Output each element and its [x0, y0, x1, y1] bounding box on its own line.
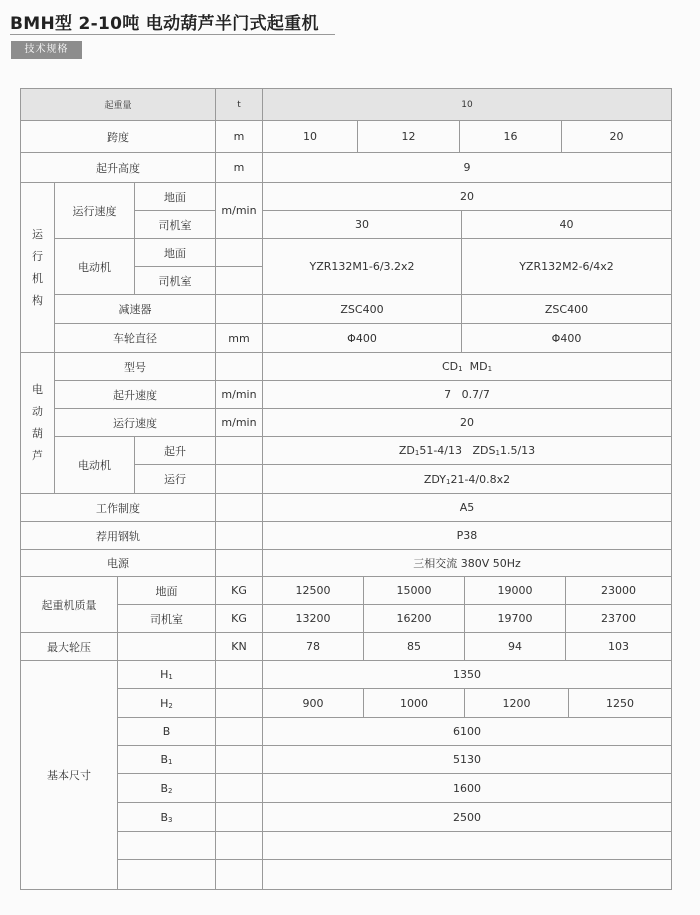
wheel-load-unit: KN — [216, 633, 263, 661]
dim-b2-value: 1600 — [263, 774, 671, 803]
mass-ground-value: 19000 — [465, 577, 566, 605]
hoist-group: 电 动 葫 芦 — [21, 353, 55, 494]
dim-unit-cell — [216, 803, 263, 832]
hoist-lift-speed-value: 7 0.7/7 — [263, 381, 671, 409]
run-speed-ground-value: 20 — [263, 183, 671, 211]
dim-b3-label: $B_3$ — [118, 803, 216, 832]
dim-h1-label: $H_1$ — [118, 661, 216, 689]
rail-value: P38 — [263, 522, 671, 550]
dim-h2-value: 900 — [263, 689, 364, 718]
dim-h2-value: 1200 — [465, 689, 569, 718]
dim-b1-value: 5130 — [263, 746, 671, 774]
wheel-load-value: 103 — [566, 633, 671, 661]
lift-height-unit: m — [216, 153, 263, 183]
dim-blank-value — [263, 860, 671, 889]
reducer-value: ZSC400 — [263, 295, 462, 324]
motor-label: 电动机 — [55, 239, 135, 295]
duty-value: A5 — [263, 494, 671, 522]
run-speed-ground-label: 地面 — [135, 183, 216, 211]
wheel-load-value: 78 — [263, 633, 364, 661]
capacity-value: 10 — [263, 89, 671, 121]
lift-height-value: 9 — [263, 153, 671, 183]
hoist-motor-run-label: 运行 — [135, 465, 216, 494]
wheel-diameter-unit: mm — [216, 324, 263, 353]
duty-label: 工作制度 — [21, 494, 216, 522]
motor-unit-cell — [216, 267, 263, 295]
dim-h2-label: $H_2$ — [118, 689, 216, 718]
dim-unit-cell — [216, 860, 263, 889]
mass-ground-value: 15000 — [364, 577, 465, 605]
hoist-run-speed-unit: m/min — [216, 409, 263, 437]
capacity-label: 起重量 — [21, 89, 216, 121]
motor-value: YZR132M1-6/3.2x2 — [263, 239, 462, 295]
dim-h2-value: 1000 — [364, 689, 465, 718]
hoist-model-label: 型号 — [55, 353, 216, 381]
wheel-diameter-label: 车轮直径 — [55, 324, 216, 353]
dim-unit-cell — [216, 689, 263, 718]
mass-cab-value: 16200 — [364, 605, 465, 633]
span-label: 跨度 — [21, 121, 216, 153]
mass-cab-label: 司机室 — [118, 605, 216, 633]
dim-unit-cell — [216, 774, 263, 803]
hoist-motor-unit-cell — [216, 437, 263, 465]
dim-b3-value: 2500 — [263, 803, 671, 832]
wheel-load-blank-cell — [118, 633, 216, 661]
span-value: 20 — [562, 121, 671, 153]
dim-b2-label: $B_2$ — [118, 774, 216, 803]
wheel-diameter-value: Φ400 — [462, 324, 671, 353]
dim-h2-value: 1250 — [569, 689, 671, 718]
motor-value: YZR132M2-6/4x2 — [462, 239, 671, 295]
dim-b1-label: $B_1$ — [118, 746, 216, 774]
hoist-motor-lift-label: 起升 — [135, 437, 216, 465]
dim-unit-cell — [216, 718, 263, 746]
run-speed-unit: m/min — [216, 183, 263, 239]
dim-blank-label — [118, 832, 216, 860]
motor-ground-label: 地面 — [135, 239, 216, 267]
power-unit-cell — [216, 550, 263, 577]
mass-cab-value: 23700 — [566, 605, 671, 633]
wheel-diameter-value: Φ400 — [263, 324, 462, 353]
hoist-run-speed-value: 20 — [263, 409, 671, 437]
power-label: 电源 — [21, 550, 216, 577]
wheel-load-value: 85 — [364, 633, 465, 661]
hoist-lift-speed-unit: m/min — [216, 381, 263, 409]
reducer-value: ZSC400 — [462, 295, 671, 324]
rail-unit-cell — [216, 522, 263, 550]
reducer-label: 减速器 — [55, 295, 216, 324]
run-speed-cab-label: 司机室 — [135, 211, 216, 239]
span-value: 16 — [460, 121, 562, 153]
dim-h1-value: 1350 — [263, 661, 671, 689]
dim-b-value: 6100 — [263, 718, 671, 746]
duty-unit-cell — [216, 494, 263, 522]
title-divider — [10, 34, 335, 35]
hoist-model-unit-cell — [216, 353, 263, 381]
span-unit: m — [216, 121, 263, 153]
dim-unit-cell — [216, 746, 263, 774]
run-speed-label: 运行速度 — [55, 183, 135, 239]
dim-unit-cell — [216, 661, 263, 689]
span-value: 12 — [358, 121, 460, 153]
page-title: BMH型 2-10吨 电动葫芦半门式起重机 — [10, 14, 319, 34]
running-mechanism-group: 运 行 机 构 — [21, 183, 55, 353]
hoist-lift-speed-label: 起升速度 — [55, 381, 216, 409]
spec-table — [20, 88, 672, 890]
mass-ground-value: 23000 — [566, 577, 671, 605]
hoist-run-speed-label: 运行速度 — [55, 409, 216, 437]
mass-ground-label: 地面 — [118, 577, 216, 605]
mass-cab-value: 19700 — [465, 605, 566, 633]
mass-ground-unit: KG — [216, 577, 263, 605]
hoist-motor-lift-value: $ZD_151-4/13$ $ZDS_11.5/13$ — [263, 437, 671, 465]
wheel-load-value: 94 — [465, 633, 566, 661]
capacity-unit: t — [216, 89, 263, 121]
hoist-motor-unit-cell — [216, 465, 263, 494]
lift-height-label: 起升高度 — [21, 153, 216, 183]
wheel-load-label: 最大轮压 — [21, 633, 118, 661]
hoist-motor-run-value: $ZDY_121-4/0.8x2$ — [263, 465, 671, 494]
power-value: 三相交流 380V 50Hz — [263, 550, 671, 577]
dim-blank-label — [118, 860, 216, 889]
dim-b-label: B — [118, 718, 216, 746]
section-badge: 技术规格 — [11, 41, 82, 59]
run-speed-cab-value: 30 — [263, 211, 462, 239]
dimensions-label: 基本尺寸 — [21, 661, 118, 889]
run-speed-cab-value: 40 — [462, 211, 671, 239]
motor-unit-cell — [216, 239, 263, 267]
dim-unit-cell — [216, 832, 263, 860]
mass-cab-value: 13200 — [263, 605, 364, 633]
mass-cab-unit: KG — [216, 605, 263, 633]
span-value: 10 — [263, 121, 358, 153]
rail-label: 荐用钢轨 — [21, 522, 216, 550]
reducer-unit-cell — [216, 295, 263, 324]
mass-ground-value: 12500 — [263, 577, 364, 605]
mass-label: 起重机质量 — [21, 577, 118, 633]
hoist-motor-label: 电动机 — [55, 437, 135, 494]
motor-cab-label: 司机室 — [135, 267, 216, 295]
dim-blank-value — [263, 832, 671, 860]
hoist-model-value: $CD_1$ $MD_1$ — [263, 353, 671, 381]
